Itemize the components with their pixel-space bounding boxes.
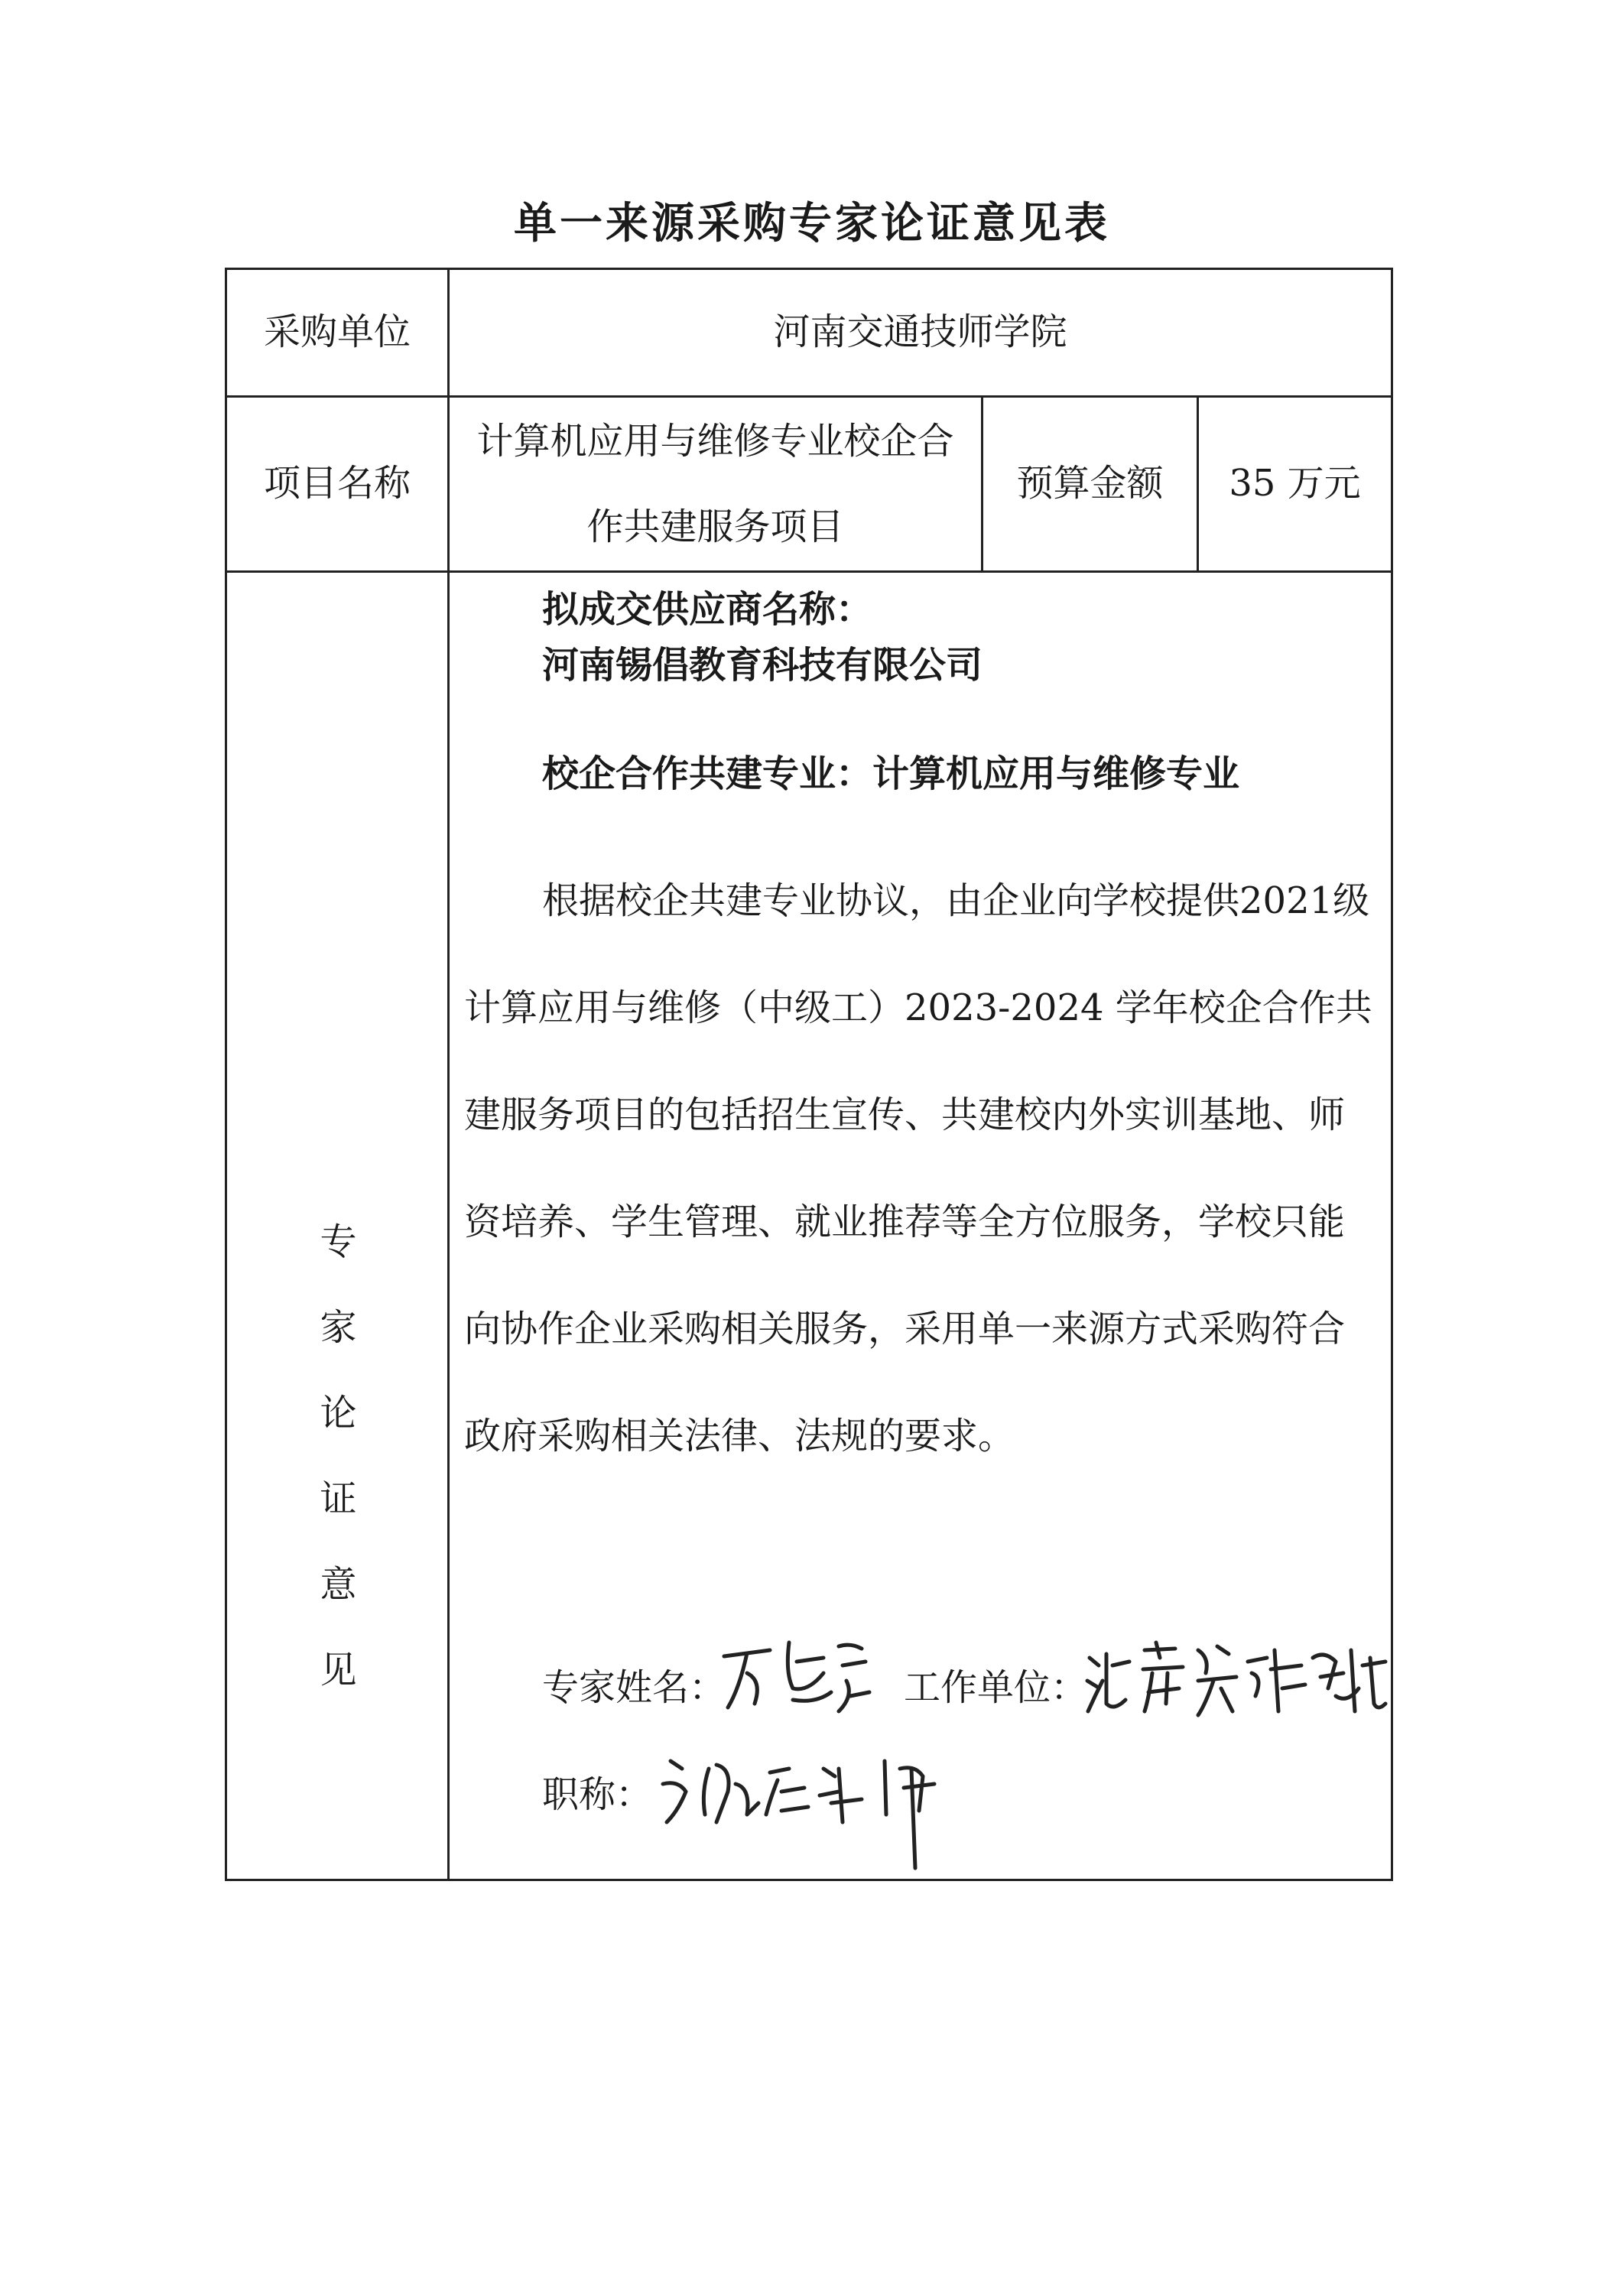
handwritten-expert-name	[716, 1627, 877, 1727]
project-name-line: 作共建服务项目	[586, 505, 844, 548]
paragraph-line: 计算应用与维修（中级工）2023-2024 学年校企合作共	[464, 986, 1372, 1029]
work-unit-label: 工作单位：	[904, 1666, 1088, 1709]
label-char: 家	[320, 1306, 357, 1349]
label-char: 意	[320, 1563, 357, 1606]
supplier-name: 河南锡倡教育科技有限公司	[542, 644, 983, 687]
label-char: 专	[320, 1220, 357, 1263]
opinion-form-table	[225, 268, 1393, 1881]
title-label: 职称：	[542, 1773, 653, 1816]
cooperation-major: 校企合作共建专业：计算机应用与维修专业	[542, 752, 1240, 795]
label-char: 见	[320, 1649, 357, 1691]
opinion-paragraph	[464, 847, 1382, 1490]
paragraph-line: 资培养、学生管理、就业推荐等全方位服务，学校只能	[464, 1201, 1346, 1243]
paragraph-line: 建服务项目的包括招生宣传、共建校内外实训基地、师	[464, 1093, 1346, 1136]
paragraph-line: 政府采购相关法律、法规的要求。	[464, 1415, 1015, 1457]
paragraph-line: 根据校企共建专业协议，由企业向学校提供2021级	[542, 879, 1370, 922]
supplier-heading: 拟成交供应商名称：	[542, 588, 873, 631]
expert-name-label: 专家姓名：	[542, 1666, 726, 1709]
purchasing-unit-value: 河南交通技师学院	[773, 310, 1067, 354]
expert-opinion-label	[227, 1199, 450, 1713]
project-name-value	[450, 398, 981, 570]
paragraph-line: 向协作企业采购相关服务，采用单一来源方式采购符合	[464, 1308, 1346, 1350]
handwritten-title	[655, 1738, 976, 1876]
project-name-line: 计算机应用与维修专业校企合	[476, 420, 954, 463]
purchasing-unit-label: 采购单位	[263, 310, 411, 354]
handwritten-work-unit	[1083, 1627, 1389, 1727]
budget-label: 预算金额	[1016, 462, 1164, 505]
budget-value: 35 万元	[1229, 462, 1361, 505]
document-title: 单一来源采购专家论证意见表	[514, 199, 1110, 249]
row-divider	[227, 570, 1391, 573]
label-char: 论	[320, 1392, 357, 1435]
project-name-label: 项目名称	[263, 462, 411, 505]
label-char: 证	[320, 1477, 357, 1520]
